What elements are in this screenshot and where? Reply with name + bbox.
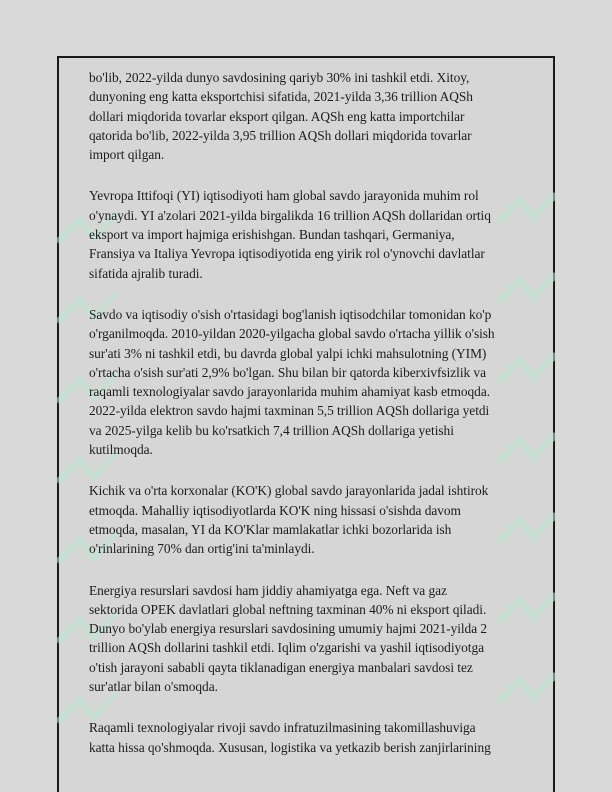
paragraph <box>89 718 529 757</box>
text-line: Raqamli texnologiyalar rivoji savdo infratuzilmasining takomillashuviga <box>89 720 476 736</box>
paragraph <box>89 305 529 459</box>
text-line: o'tish jarayoni sababli qayta tiklanadigan energiya manbalari savdosi tez <box>89 659 473 675</box>
text-line: dunyoning eng katta eksportchisi sifatida, 2021-yilda 3,36 trillion AQSh <box>89 89 473 105</box>
text-line: katta hissa qo'shmoqda. Xususan, logistika va yetkazib berish zanjirlarining <box>89 739 491 755</box>
text-line: o'ynaydi. YI a'zolari 2021-yilda birgalikda 16 trillion AQSh dollaridan ortiq <box>89 207 491 223</box>
text-line: 2022-yilda elektron savdo hajmi taxminan 5,5 trillion AQSh dollariga yetdi <box>89 403 490 419</box>
text-line: sektorida OPEK davlatlari global neftning taxminan 40% ni eksport qiladi. <box>89 601 487 617</box>
text-line: Savdo va iqtisodiy o'sish o'rtasidagi bog'lanish iqtisodchilar tomonidan ko'p <box>89 306 492 322</box>
text-line: sur'ati 3% ni tashkil etdi, bu davrda global yalpi ichki mahsulotning (YIM) <box>89 345 487 361</box>
text-line: trillion AQSh dollarini tashkil etdi. Iqlim o'zgarishi va yashil iqtisodiyotga <box>89 640 484 656</box>
text-line: import qilgan. <box>89 147 165 163</box>
text-line: Energiya resurslari savdosi ham jiddiy ahamiyatga ega. Neft va gaz <box>89 582 447 598</box>
paragraph <box>89 186 529 282</box>
text-line: sur'atlar bilan o'smoqda. <box>89 679 218 695</box>
text-line: etmoqda. Mahalliy iqtisodiyotlarda KO'K ning hissasi o'sishda davom <box>89 502 461 518</box>
text-line: o'rinlarining 70% dan ortig'ini ta'minlaydi. <box>89 541 315 557</box>
text-line: qatorida bo'lib, 2022-yilda 3,95 trillion AQSh dollari miqdorida tovarlar <box>89 127 472 143</box>
document-body <box>89 68 529 779</box>
text-line: bo'lib, 2022-yilda dunyo savdosining qariyb 30% ini tashkil etdi. Xitoy, <box>89 70 470 85</box>
paragraph <box>89 481 529 558</box>
text-line: raqamli texnologiyalar savdo jarayonlarida muhim ahamiyat kasb etmoqda. <box>89 384 491 400</box>
text-line: Kichik va o'rta korxonalar (KO'K) global savdo jarayonlarida jadal ishtirok <box>89 483 489 499</box>
text-line: o'rganilmoqda. 2010-yildan 2020-yilgacha global savdo o'rtacha yillik o'sish <box>89 326 495 342</box>
text-line: Dunyo bo'ylab energiya resurslari savdosining umumiy hajmi 2021-yilda 2 <box>89 621 488 637</box>
text-line: eksport va import hajmiga erishishgan. Bundan tashqari, Germaniya, <box>89 227 455 243</box>
paragraph <box>89 581 529 697</box>
text-line: va 2025-yilga kelib bu ko'rsatkich 7,4 trillion AQSh dollariga yetishi <box>89 422 454 438</box>
text-line: Fransiya va Italiya Yevropa iqtisodiyotida eng yirik rol o'ynovchi davlatlar <box>89 246 485 262</box>
text-line: sifatida ajralib turadi. <box>89 265 203 281</box>
text-line: dollari miqdorida tovarlar eksport qilgan. AQSh eng katta importchilar <box>89 108 465 124</box>
text-line: o'rtacha o'sish sur'ati 2,9% bo'lgan. Shu bilan bir qatorda kiberxivfsizlik va <box>89 364 486 380</box>
text-line: kutilmoqda. <box>89 442 153 458</box>
text-line: Yevropa Ittifoqi (YI) iqtisodiyoti ham global savdo jarayonida muhim rol <box>89 188 479 204</box>
text-line: etmoqda, masalan, YI da KO'Klar mamlakatlar ichki bozorlarida ish <box>89 521 452 537</box>
paragraph <box>89 68 529 164</box>
